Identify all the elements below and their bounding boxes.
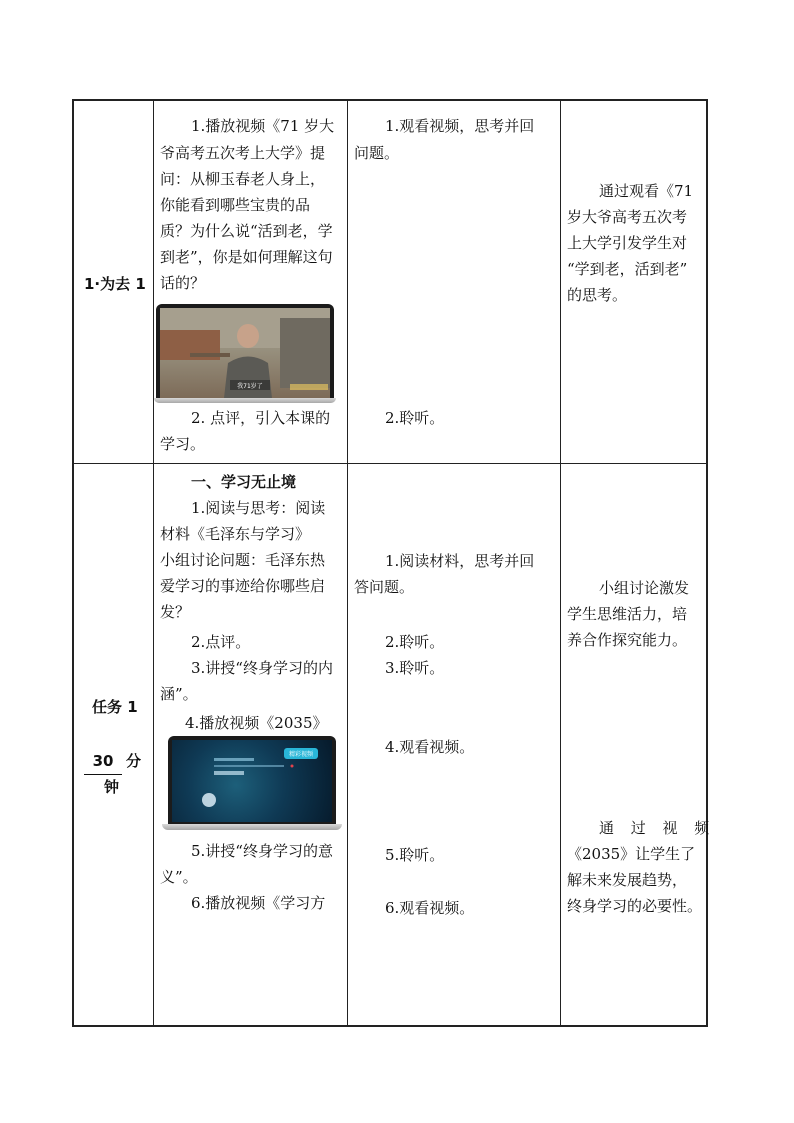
intent-line: 通过观看《71 — [599, 182, 694, 200]
video-thumbnail-2035[interactable] — [162, 736, 342, 832]
student-line: 1.观看视频，思考并回 — [385, 117, 535, 135]
table-top-border — [72, 99, 708, 101]
student-line: 2.聆听。 — [385, 633, 445, 651]
intent-line: 解未来发展趋势， — [567, 871, 688, 889]
teacher-line: 质？为什么说“活到老，学 — [160, 222, 333, 240]
teacher-line: 1.播放视频《71 岁大 — [191, 117, 335, 135]
row-divider — [72, 463, 708, 464]
teacher-line: 3.讲授“终身学习的内 — [191, 659, 333, 677]
student-line: 1.阅读材料，思考并回 — [385, 552, 535, 570]
teacher-line: 6.播放视频《学习方 — [191, 894, 326, 912]
teacher-line: 爷高考五次考上大学》提 — [160, 144, 326, 162]
teacher-line: 学习。 — [160, 435, 206, 453]
column-divider — [347, 99, 348, 1026]
table-left-border — [72, 99, 74, 1026]
intent-line: 岁大爷高考五次考 — [567, 208, 688, 226]
teacher-line: 2. 点评，引入本课的 — [191, 409, 331, 427]
row1-phase-label: 1·为去 1 — [84, 275, 146, 293]
teacher-line: 4.播放视频《2035》 — [185, 714, 328, 732]
intent-line: 上大学引发学生对 — [567, 234, 688, 252]
student-line: 4.观看视频。 — [385, 738, 475, 756]
teacher-line: 你能看到哪些宝贵的品 — [160, 196, 311, 214]
intent-line: 小组讨论激发 — [599, 579, 690, 597]
student-line: 问题。 — [354, 144, 400, 162]
video-thumbnail-elderly-man[interactable] — [156, 304, 334, 402]
duration-value: 30 — [84, 748, 122, 775]
task-duration — [84, 748, 141, 775]
table-bottom-border — [72, 1025, 708, 1027]
teacher-line: 发？ — [160, 603, 191, 621]
task-title: 任务 1 — [92, 698, 138, 716]
teacher-line: 爱学习的事迹给你哪些启 — [160, 577, 326, 595]
teacher-line: 涵”。 — [160, 685, 198, 703]
intent-line: “学到老，活到老” — [567, 260, 688, 278]
video-caption: 我71岁了 — [237, 383, 263, 390]
column-divider — [153, 99, 154, 1026]
intent-line: 学生思维活力，培 — [567, 605, 688, 623]
intent-line: 《2035》让学生了 — [567, 845, 696, 863]
teacher-line: 材料《毛泽东与学习》 — [160, 525, 311, 543]
teacher-line: 义”。 — [160, 868, 198, 886]
intent-line: 通 过 视 频 — [599, 819, 716, 837]
duration-unit: 分 — [126, 752, 142, 770]
student-line: 答问题。 — [354, 578, 415, 596]
teacher-line: 到老”，你是如何理解这句 — [160, 248, 333, 266]
video-badge: 精彩视频 — [288, 751, 314, 758]
section-heading: 一、学习无止境 — [191, 473, 297, 491]
intent-line: 的思考。 — [567, 286, 628, 304]
student-line: 2.聆听。 — [385, 409, 445, 427]
teacher-line: 问：从柳玉春老人身上， — [160, 170, 326, 188]
table-right-border — [706, 99, 708, 1026]
teacher-line: 2.点评。 — [191, 633, 251, 651]
teacher-line: 小组讨论问题：毛泽东热 — [160, 551, 326, 569]
teacher-line: 1.阅读与思考：阅读 — [191, 499, 326, 517]
teacher-line: 5.讲授“终身学习的意 — [191, 842, 333, 860]
student-line: 6.观看视频。 — [385, 899, 475, 917]
duration-unit-2: 钟 — [104, 778, 120, 796]
student-line: 5.聆听。 — [385, 846, 445, 864]
student-line: 3.聆听。 — [385, 659, 445, 677]
column-divider — [560, 99, 561, 1026]
teacher-line: 话的？ — [160, 274, 206, 292]
intent-line: 终身学习的必要性。 — [567, 897, 703, 915]
intent-line: 养合作探究能力。 — [567, 631, 688, 649]
